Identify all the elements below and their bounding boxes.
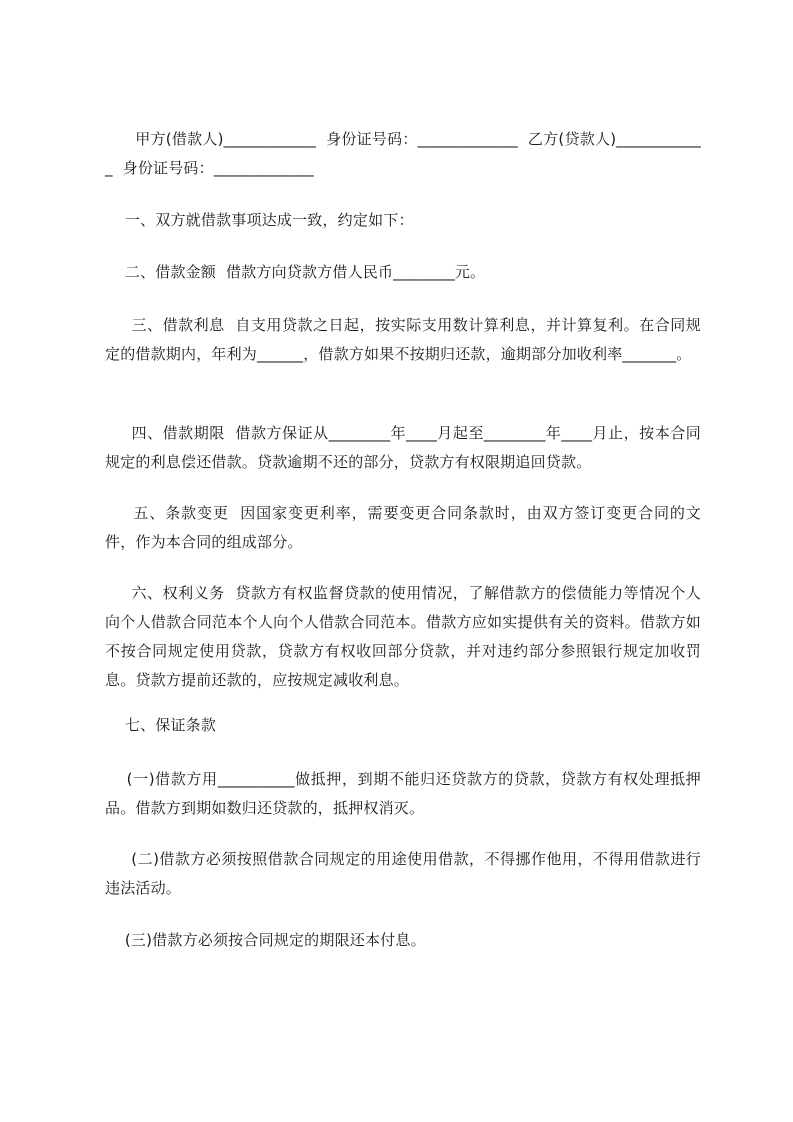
clause-6-rights-duties: 六、权利义务 贷款方有权监督贷款的使用情况，了解借款方的偿债能力等情况个人向个人借款合同范本个人向个人借款合同范本。借款方应如实提供有关的资料。借款方如不按合同规定使用贷款，贷款方有权收回部分贷款，并对违约部分参照银行规定加收罚息。贷款方提前还款的，应按规定减收利息。	[105, 584, 702, 689]
clause-2-loan-amount: 二、借款金额 借款方向贷款方借人民币________元。	[105, 263, 486, 281]
clause-3-interest: 三、借款利息 自支用贷款之日起，按实际支用数计算利息，并计算复利。在合同规定的借款期内，年利为______，借款方如果不按期归还款，逾期部分加收利率_______。	[105, 316, 702, 363]
clause-1-agreement: 一、双方就借款事项达成一致，约定如下：	[105, 211, 414, 229]
parties-paragraph: 甲方(借款人)____________ 身份证号码：_____________ 乙方(贷款人)____________ 身份证号码：_____________	[105, 130, 702, 177]
clause-5-amendment: 五、条款变更 因国家变更利率，需要变更合同条款时，由双方签订变更合同的文件，作为本合同的组成部分。	[105, 504, 701, 551]
guarantee-item-1: (一)借款方用__________做抵押，到期不能归还贷款方的贷款，贷款方有权处理抵押品。借款方到期如数归还贷款的，抵押权消灭。	[105, 770, 702, 817]
clause-4-term: 四、借款期限 借款方保证从________年____月起至________年____月止，按本合同规定的利息偿还借款。贷款逾期不还的部分，贷款方有权限期追回贷款。	[105, 424, 702, 471]
guarantee-item-3: (三)借款方必须按合同规定的期限还本付息。	[105, 931, 426, 949]
guarantee-item-2: (二)借款方必须按照借款合同规定的用途使用借款，不得挪作他用，不得用借款进行违法活动。	[105, 850, 702, 897]
clause-7-guarantee-heading: 七、保证条款	[105, 716, 217, 734]
